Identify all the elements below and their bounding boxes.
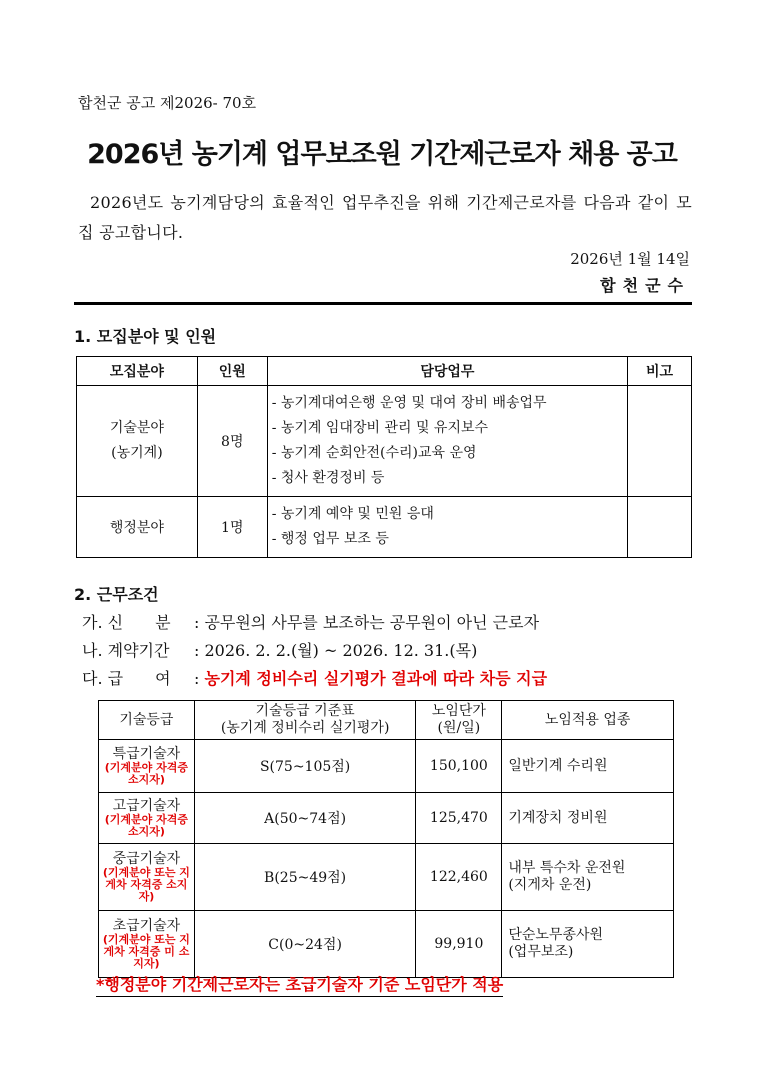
field-cell: 행정분야 — [77, 497, 198, 558]
condition-value: : 공무원의 사무를 보조하는 공무원이 아닌 근로자 — [194, 613, 540, 632]
duty-item: - 청사 환경정비 등 — [271, 470, 385, 486]
salary-emphasis: 농기계 정비수리 실기평가 결과에 따라 차등 지급 — [204, 669, 548, 688]
intro-paragraph: 2026년도 농기계담당의 효율적인 업무추진을 위해 기간제근로자를 다음과 같이 모집 공고합니다. — [78, 193, 692, 242]
grade-name: 고급기술자 — [112, 797, 181, 814]
wage-cell: 122,460 — [416, 844, 502, 911]
field-name: 기술분야 — [109, 420, 164, 436]
column-header-line: (농기계 정비수리 실기평가) — [220, 720, 390, 736]
table-row — [99, 740, 674, 793]
job-cell — [502, 844, 674, 911]
wage-cell: 99,910 — [416, 911, 502, 978]
criteria-cell: S(75~105점) — [194, 740, 416, 793]
duties-cell — [267, 386, 627, 497]
column-header: 노임적용 업종 — [502, 701, 674, 740]
grade-cell — [99, 911, 195, 978]
column-header — [194, 701, 416, 740]
criteria-cell: A(50~74점) — [194, 793, 416, 844]
column-header: 비고 — [628, 357, 692, 386]
column-header: 기술등급 — [99, 701, 195, 740]
column-header: 담당업무 — [267, 357, 627, 386]
condition-label: 나. 계약기간 — [82, 641, 170, 660]
column-header-line: 노임단가 — [431, 703, 486, 719]
table-row — [99, 844, 674, 911]
grade-cell — [99, 844, 195, 911]
headcount-cell: 8명 — [197, 386, 267, 497]
job-cell — [502, 740, 674, 793]
job-line: 기계장치 정비원 — [508, 809, 608, 826]
section-heading-recruitment: 1. 모집분야 및 인원 — [74, 327, 217, 346]
condition-status — [82, 610, 539, 633]
job-cell — [502, 911, 674, 978]
duties-cell — [267, 497, 627, 558]
grade-name: 초급기술자 — [112, 917, 181, 934]
notice-date: 2026년 1월 14일 — [570, 250, 690, 268]
table-row — [77, 497, 692, 558]
criteria-cell: C(0~24점) — [194, 911, 416, 978]
grade-qualification: (기계분야 자격증 소지자) — [104, 812, 189, 838]
grade-qualification: (기계분야 또는 지게차 자격증 미 소지자) — [102, 932, 190, 970]
grade-cell — [99, 793, 195, 844]
column-header: 인원 — [197, 357, 267, 386]
job-line: 내부 특수차 운전원 — [508, 860, 626, 876]
header-divider — [74, 302, 692, 305]
duty-item: - 농기계대여은행 운영 및 대여 장비 배송업무 — [271, 395, 547, 411]
job-line: (업무보조) — [508, 944, 574, 960]
field-cell — [77, 386, 198, 497]
duty-item: - 농기계 예약 및 민원 응대 — [271, 506, 434, 522]
table-row — [77, 386, 692, 497]
field-subname: (농기계) — [111, 445, 163, 461]
table-header-row — [99, 701, 674, 740]
job-line: 단순노무종사원 — [508, 927, 604, 943]
grade-name: 중급기술자 — [112, 850, 181, 867]
column-header: 모집분야 — [77, 357, 198, 386]
column-header — [416, 701, 502, 740]
wage-footnote: *행정분야 기간제근로자는 초급기술자 기준 노임단가 적용 — [96, 972, 503, 997]
grade-name: 특급기술자 — [112, 745, 181, 762]
section-heading-conditions: 2. 근무조건 — [74, 585, 159, 604]
column-header-line: (원/일) — [437, 720, 481, 736]
condition-label: 가. 신 분 — [82, 613, 171, 632]
condition-value: : — [194, 669, 205, 688]
condition-contract-period — [82, 638, 477, 661]
grade-cell — [99, 740, 195, 793]
table-row — [99, 793, 674, 844]
job-line: (지게차 운전) — [508, 877, 592, 893]
column-header-line: 기술등급 기준표 — [255, 703, 355, 719]
wage-cell: 150,100 — [416, 740, 502, 793]
condition-label: 다. 급 여 — [82, 669, 171, 688]
duty-item: - 행정 업무 보조 등 — [271, 531, 389, 547]
grade-qualification: (기계분야 또는 지게차 자격증 소지자) — [102, 865, 190, 903]
table-header-row — [77, 357, 692, 386]
note-cell — [628, 497, 692, 558]
wage-cell: 125,470 — [416, 793, 502, 844]
condition-value: : 2026. 2. 2.(월) ~ 2026. 12. 31.(목) — [194, 641, 478, 660]
issuer-name: 합천군수 — [600, 276, 690, 295]
grade-qualification: (기계분야 자격증 소지자) — [104, 760, 189, 786]
notice-number: 합천군 공고 제2026- 70호 — [78, 94, 257, 112]
criteria-cell: B(25~49점) — [194, 844, 416, 911]
recruitment-table — [76, 356, 692, 558]
duty-item: - 농기계 임대장비 관리 및 유지보수 — [271, 420, 489, 436]
duty-item: - 농기계 순회안전(수리)교육 운영 — [271, 445, 477, 461]
condition-salary — [82, 666, 547, 689]
headcount-cell: 1명 — [197, 497, 267, 558]
wage-table — [98, 700, 674, 978]
note-cell — [628, 386, 692, 497]
table-row — [99, 911, 674, 978]
document-title: 2026년 농기계 업무보조원 기간제근로자 채용 공고 — [87, 139, 677, 170]
job-line: 일반기계 수리원 — [508, 757, 608, 774]
job-cell — [502, 793, 674, 844]
